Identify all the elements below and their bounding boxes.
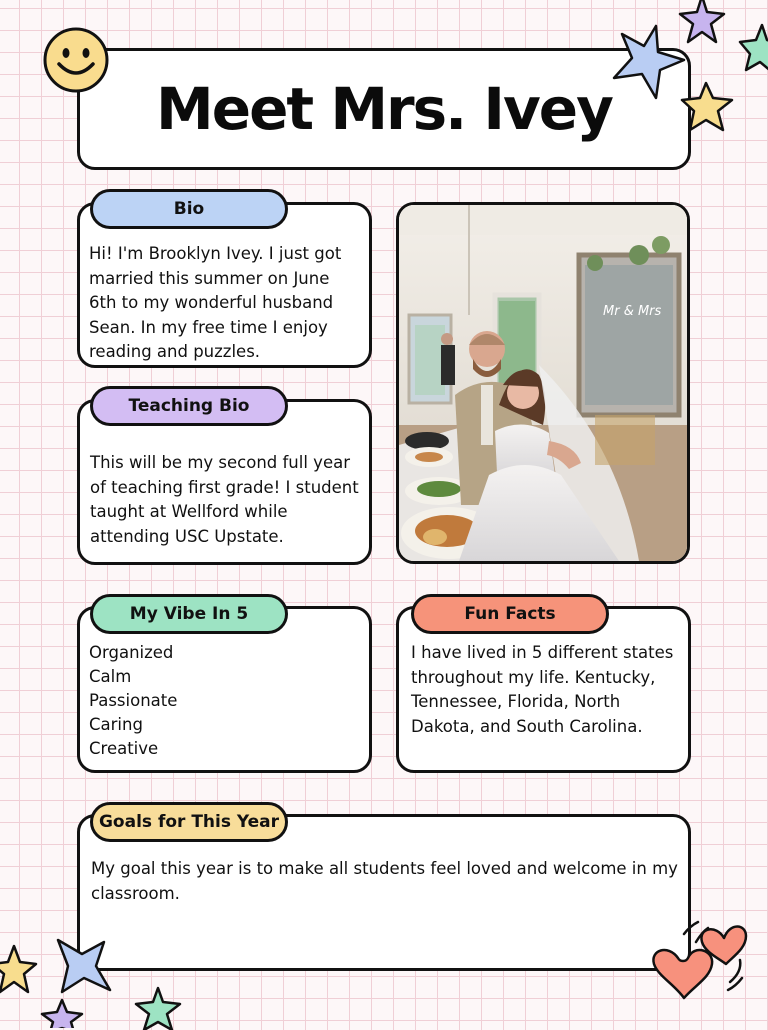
vibe-item: Caring bbox=[89, 715, 143, 734]
smiley-icon bbox=[42, 26, 110, 94]
fun-facts-text: I have lived in 5 different states throughout my life. Kentucky, Tennessee, Florida, North Dakota, and South Carolina. bbox=[411, 643, 674, 736]
bio-label: Bio bbox=[173, 199, 205, 219]
star-icon bbox=[130, 986, 186, 1030]
star-icon bbox=[736, 22, 768, 78]
wedding-photo bbox=[396, 202, 690, 564]
heart-icon bbox=[650, 912, 756, 1004]
vibe-item: Passionate bbox=[89, 691, 178, 710]
vibe-list bbox=[89, 641, 349, 761]
vibe-item: Calm bbox=[89, 667, 132, 686]
title-card bbox=[77, 48, 691, 170]
vibe-item: Creative bbox=[89, 739, 159, 758]
bio-text: Hi! I'm Brooklyn Ivey. I just got married this summer on June 6th to my wonderful husband Sean. In my free time I enjoy reading and puzzles. bbox=[89, 244, 342, 361]
star-icon bbox=[52, 936, 114, 998]
goals-text: My goal this year is to make all students feel loved and welcome in my classroom. bbox=[91, 859, 678, 903]
fun-facts-pill bbox=[411, 594, 609, 634]
star-icon bbox=[676, 0, 728, 44]
star-icon bbox=[680, 80, 736, 134]
fun-facts-label: Fun Facts bbox=[464, 604, 556, 624]
teaching-bio-text: This will be my second full year of teaching first grade! I student taught at Wellford while attending USC Upstate. bbox=[90, 453, 359, 546]
page-title: Meet Mrs. Ivey bbox=[156, 75, 612, 143]
vibe-pill bbox=[90, 594, 288, 634]
bio-pill bbox=[90, 189, 288, 229]
star-icon bbox=[0, 944, 40, 996]
neon-sign: Mr & Mrs bbox=[603, 304, 662, 319]
vibe-item: Organized bbox=[89, 643, 174, 662]
vibe-label: My Vibe In 5 bbox=[129, 604, 249, 624]
goals-label: Goals for This Year bbox=[98, 812, 280, 832]
teaching-bio-label: Teaching Bio bbox=[128, 396, 250, 416]
teaching-bio-pill bbox=[90, 386, 288, 426]
goals-pill bbox=[90, 802, 288, 842]
